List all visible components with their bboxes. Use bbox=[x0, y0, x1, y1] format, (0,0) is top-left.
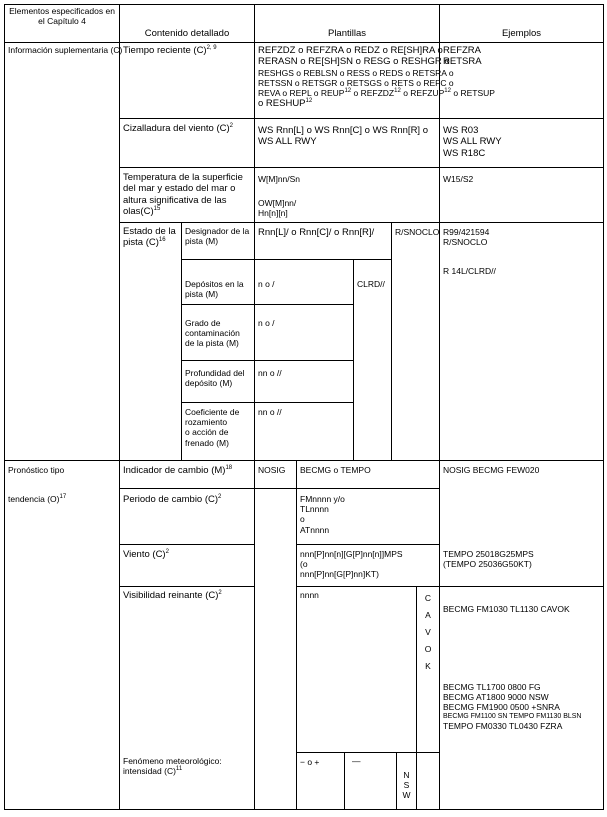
trend-wind-label: Viento $(C)^2$ bbox=[123, 548, 169, 560]
wind-shear-examples: WS R03 WS ALL RWY WS R18C bbox=[443, 125, 502, 159]
change-period-label: Periodo de cambio $(C)^2$ bbox=[123, 493, 222, 505]
trend-wind-template: nnn[P]nn[n][G[P]nn[n]]MPS (o nnn[P]nn[G[P]nn]KT) bbox=[300, 549, 403, 580]
spec-table bbox=[4, 4, 604, 810]
runway-depth-template: nn o // bbox=[258, 368, 282, 378]
nsw-vertical: N S W bbox=[402, 770, 411, 801]
visibility-label: Visibilidad reinante $(C)^2$ bbox=[123, 589, 222, 601]
change-indicator-example: NOSIG BECMG FEW020 bbox=[443, 465, 540, 475]
wind-shear-label: Cizalladura del viento $(C)^2$ bbox=[123, 122, 234, 134]
trend-label: Pronóstico tipo bbox=[8, 465, 65, 475]
change-period-template: FMnnnn y/o TLnnnn o ATnnnn bbox=[300, 494, 345, 535]
nosig-template: NOSIG bbox=[258, 465, 286, 475]
runway-deposits-template: n o / bbox=[258, 279, 275, 289]
sea-state-label: Temperatura de la superficie del mar y estado del mar o altura significativa de las $olas(C)^{15}$ bbox=[123, 172, 243, 218]
runway-contamination-template: n o / bbox=[258, 318, 275, 328]
wind-shear-template: WS Rnn[L] o WS Rnn[C] o WS Rnn[R] o WS ALL RWY bbox=[258, 125, 428, 148]
runway-designator-template: Rnn[L]/ o Rnn[C]/ o Rnn[R]/ bbox=[258, 227, 375, 238]
weather-intensity-label: Fenómeno meteorológico: intensidad $(C)^{11}$ bbox=[123, 756, 222, 777]
trend-wind-examples: TEMPO 25018G25MPS (TEMPO 25036G50KT) bbox=[443, 549, 534, 570]
weather-dash-template: — bbox=[352, 756, 361, 766]
runway-state-examples: R99/421594 R/SNOCLO bbox=[443, 227, 490, 248]
runway-friction-label: Coeficiente de rozamiento o acción de frenado (M) bbox=[185, 407, 240, 448]
header-col4: Ejemplos bbox=[501, 28, 542, 39]
runway-clrd-template: CLRD// bbox=[357, 279, 385, 289]
sea-state-template-2: OW[M]nn/ Hn[n][n] bbox=[258, 198, 297, 219]
header-col1: Elementos especificados en el Capítulo 4 bbox=[9, 6, 115, 27]
visibility-template: nnnn bbox=[300, 590, 319, 600]
sea-state-example: W15/S2 bbox=[443, 174, 474, 184]
trend-label-2: tendencia $(O)^{17}$ bbox=[8, 494, 67, 504]
runway-designator-label: Designador de la pista (M) bbox=[185, 226, 250, 247]
change-indicator-label: Indicador de cambio $(M)^{18}$ bbox=[123, 464, 233, 476]
supplementary-label: Información suplementaria (C) bbox=[8, 45, 123, 55]
recent-weather-examples: REFZRA RETSRA bbox=[443, 45, 482, 68]
change-indicator-template: BECMG o TEMPO bbox=[300, 465, 371, 475]
recent-weather-label: Tiempo reciente $(C)^{2, 9}$ bbox=[123, 44, 217, 56]
cavok-vertical: C A V O K bbox=[424, 593, 432, 671]
visibility-examples: BECMG TL1700 0800 FG BECMG AT1800 9000 NSW BECMG FM1900 0500 +SNRA BECMG FM1100 SN TEMPO FM1130 BLSN TEMPO FM0330 TL0430 FZRA bbox=[443, 682, 582, 731]
weather-intensity-template: − o + bbox=[300, 757, 320, 767]
runway-snoclo-template: R/SNOCLO bbox=[395, 227, 440, 237]
runway-clrd-example: R 14L/CLRD// bbox=[443, 266, 496, 276]
runway-depth-label: Profundidad del depósito (M) bbox=[185, 368, 245, 389]
recent-weather-template: REFZDZ o REFZRA o REDZ o RE[SH]RA o RERASN o RE[SH]SN o RESG o RESHGR o RESHGS o REBLSN o RESS o REDS o RETSRA o RETSSN o RETSGR o RETSGS o RETS o REFC o REVA o REPL o REUP$^{12}$ o REFZDZ$^{12}$ o REFZUP$^{12}$ o RETSUP o RESHUP$^{12}$ bbox=[258, 45, 495, 110]
runway-friction-template: nn o // bbox=[258, 407, 282, 417]
runway-state-label: Estado de la pista $(C)^{16}$ bbox=[123, 226, 176, 249]
header-col2: Contenido detallado bbox=[144, 28, 230, 39]
header-col3: Plantillas bbox=[327, 28, 367, 39]
runway-deposits-label: Depósitos en la pista (M) bbox=[185, 279, 244, 300]
sea-state-template-1: W[M]nn/Sn bbox=[258, 174, 301, 184]
runway-contamination-label: Grado de contaminación de la pista (M) bbox=[185, 318, 240, 349]
visibility-cavok-example: BECMG FM1030 TL1130 CAVOK bbox=[443, 604, 570, 614]
